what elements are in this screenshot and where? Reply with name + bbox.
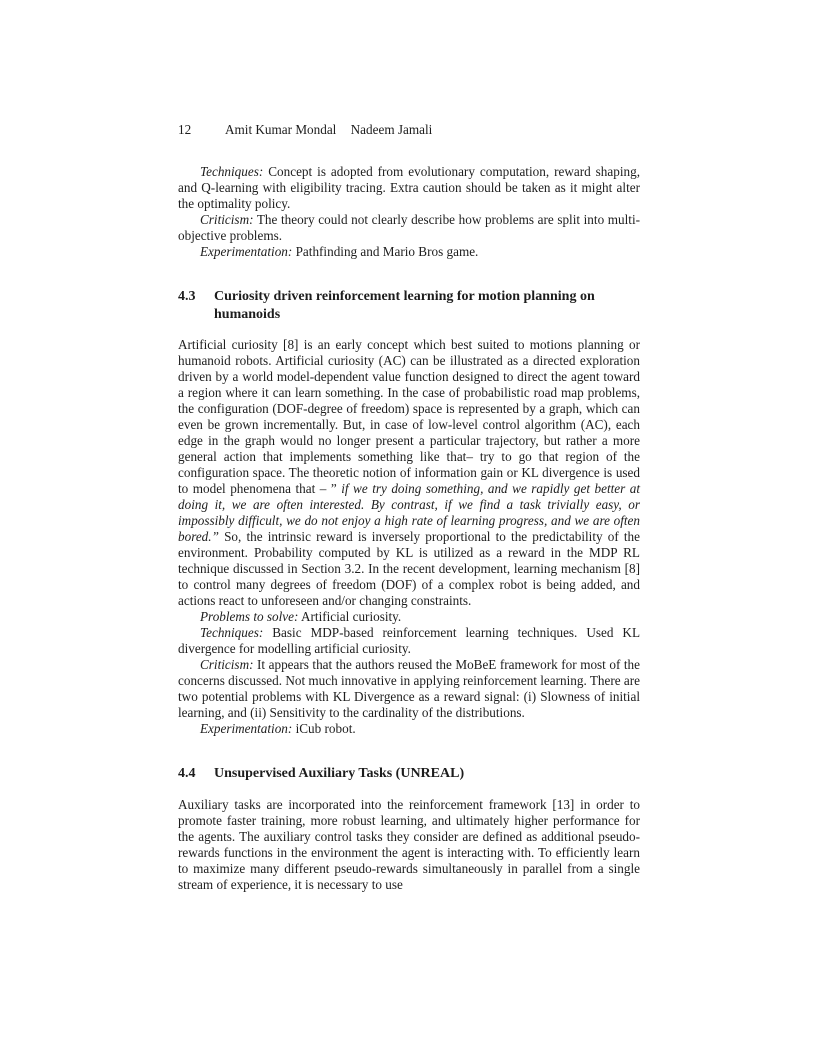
paragraph-lead: Techniques: [200,164,264,179]
paragraph-lead: Criticism: [200,212,254,227]
paragraph-criticism-1 [178,212,640,244]
paragraph-lead: Techniques: [200,625,264,640]
section-number-4-4: 4.4 [178,766,196,781]
author-name-2: Nadeem Jamali [350,122,433,137]
section-title-4-4: Unsupervised Auxiliary Tasks (UNREAL) [214,766,465,781]
section-4-4-body [178,797,640,893]
paragraph-experimentation-2 [178,721,640,737]
body-text-roman: Auxiliary tasks are incorporated into the reinforcement framework [13] in order to promote faster training, more robust learning, and ultimately higher performance for the agents. The auxiliary control tasks they consider are defined as additional pseudo-rewards functions in the environment the agent is interacting with. To efficiently learn to maximize many different pseudo-rewards simultaneously in parallel from a single stream of experience, it is necessary to use [178,796,640,892]
paragraph-lead: Experimentation: [200,244,293,259]
paragraph-techniques-1 [178,164,640,212]
paragraph-lead: Problems to solve: [200,609,299,624]
paragraph-text: Pathfinding and Mario Bros game. [295,244,479,259]
paragraph-techniques-2 [178,625,640,657]
paragraph-criticism-2 [178,657,640,721]
section-heading-4-4 [178,765,640,783]
paragraph-lead: Experimentation: [200,721,293,736]
body-text-quote: if we try doing something, and we rapidly get better at doing it, we are often interested. By contrast, if we find a task trivially easy, or impossibly difficult, we do not enjoy a high rate of learning progress, and we are often bored.” [178,481,641,544]
section-title-4-3: Curiosity driven reinforcement learning for motion planning on humanoids [214,289,595,322]
body-text-roman: Artificial curiosity [8] is an early concept which best suited to motions planning or humanoid robots. Artificial curiosity (AC) can be illustrated as a directed exploration driven by a world model-dependent value function designed to direct the agent toward a region where it can learn something. In the case of probabilistic road map problems, the configuration (DOF-degree of freedom) space is represented by a graph, which can even be grown incrementally. But, in case of low-level control algorithm (AC), each edge in the graph would no longer present a particular trajectory, but rather a more general action that implements something like that– try to go that region of the configuration space. The theoretic notion of information gain or KL divergence is used to model phenomena that – ” [178,337,640,496]
author-name-1: Amit Kumar Mondal [225,122,337,137]
paragraph-text: iCub robot. [295,721,356,736]
body-text-roman: So, the intrinsic reward is inversely proportional to the predictability of the environment. Probability computed by KL is utilized as a reward in the MDP RL technique discussed in Section 3.2. In the recent development, learning mechanism [8] to control many degrees of freedom (DOF) of a complex robot is being added, and actions react to unforeseen and/or changing constraints. [178,529,641,608]
section-number-4-3: 4.3 [178,289,196,304]
section-heading-4-3 [178,288,640,323]
paragraph-text: The theory could not clearly describe how problems are split into multi-objective problems. [178,212,640,243]
paragraph-problems-to-solve [178,609,640,625]
page-header [178,122,640,138]
page-number: 12 [178,122,192,137]
paragraph-lead: Criticism: [200,657,254,672]
paragraph-text: Concept is adopted from evolutionary computation, reward shaping, and Q-learning with eligibility tracing. Extra caution should be taken as it might alter the optimality policy. [178,164,640,211]
section-4-3-body [178,337,640,609]
paragraph-experimentation-1 [178,244,640,260]
paragraph-text: Artificial curiosity. [300,609,402,624]
paragraph-text: Basic MDP-based reinforcement learning techniques. Used KL divergence for modelling artificial curiosity. [178,625,641,656]
paragraph-text: It appears that the authors reused the MoBeE framework for most of the concerns discussed. Not much innovative in applying reinforcement learning. There are two potential problems with KL Divergence as a reward signal: (i) Slowness of initial learning, and (ii) Sensitivity to the cardinality of the distributions. [178,657,641,720]
running-authors [225,122,432,138]
